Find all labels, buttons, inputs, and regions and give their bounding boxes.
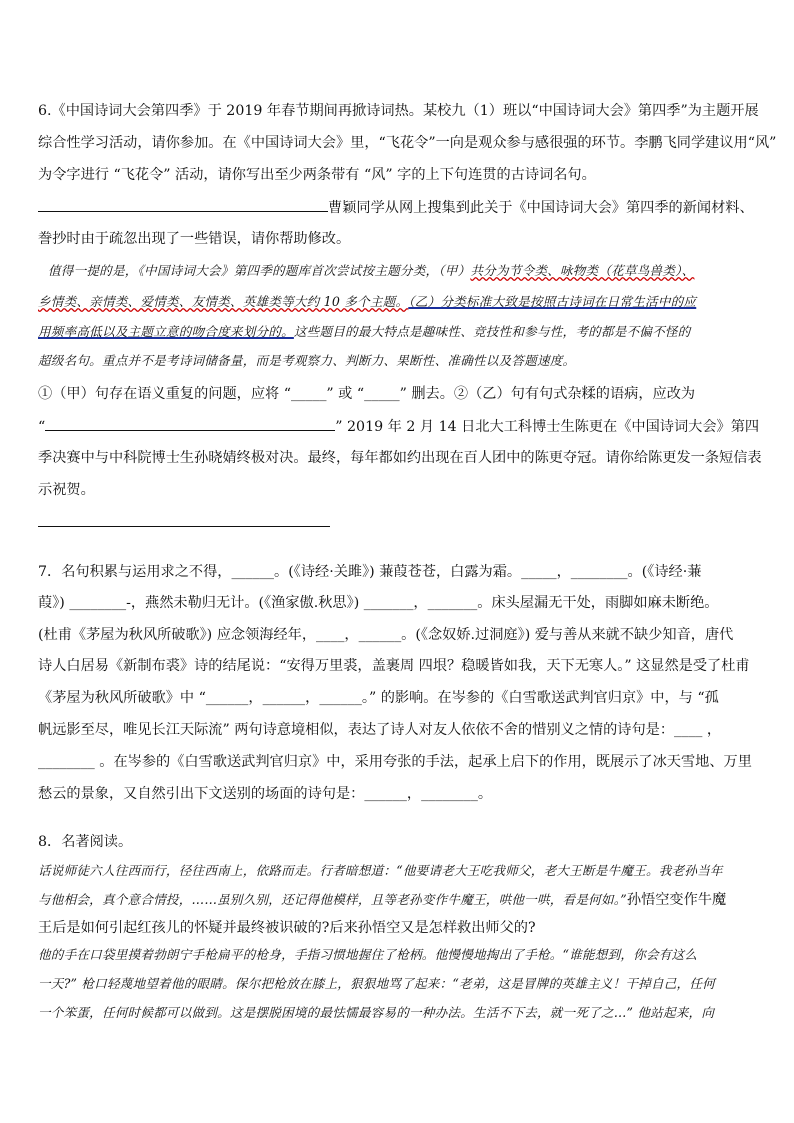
q7-line-4: 诗人白居易《新制布裘》诗的结尾说：“安得万里裘，盖裹周 四垠？稳暖皆如我，天下无寒人。” 这显然是受了杜甫 <box>38 658 750 674</box>
q7-line-6: 帆远影至尽，唯见长江天际流” 两句诗意境相似，表达了诗人对友人依依不舍的惜别义之情的诗句是：____ ， <box>38 722 722 738</box>
answer-blank[interactable] <box>38 512 330 527</box>
q6-line-5: 誊抄时由于疏忽出现了一些错误，请你帮助修改。 <box>38 231 351 247</box>
q8-line-2 <box>38 890 762 910</box>
q7-line-1: 7．名句积累与运用求之不得，______。(《诗经·关雎》) 蒹葭苍苍，白露为霜。_____，________。(《诗经·蒹 <box>38 564 702 580</box>
q6-line-2: 综合性学习活动，请你参加。在《中国诗词大会》里，“飞花令”一向是观众参与感很强的环节。李鹏飞同学建议用“风” <box>38 135 777 151</box>
news-text: 值得一提的是，《中国诗词大会》第四季的题库首次尝试按主题分类，（甲） <box>48 263 471 278</box>
q6-line-3: 为令字进行 “飞花令” 活动，请你写出至少两条带有 “风” 字的上下句连贯的古诗词名句。 <box>38 167 596 183</box>
q6-line-7-text: ” 2019 年 2 月 14 日北大工科博士生陈更在《中国诗词大会》第四 <box>335 419 760 435</box>
question-text: 孙悟空变作牛魔 <box>626 892 727 908</box>
q6-line-6: ①（甲）句存在语义重复的问题，应将 “_____” 或 “_____” 删去。②（乙）句有句式杂糅的语病，应改为 <box>38 386 696 402</box>
q8-excerpt2-line-1: 他的手在口袋里摸着勃朗宁手枪扁平的枪身，手指习惯地握住了枪柄。他慢慢地掏出了手枪。“谁能想到，你会有这么 <box>38 947 698 962</box>
news-para-line-4: 超级名句。重点并不是考诗词储备量，而是考观察力、判断力、果断性、准确性以及答题速度。 <box>38 353 576 368</box>
q8-excerpt2-line-2: 一天?” 枪口轻蔑地望着他的眼睛。保尔把枪放在膝上，狠狠地骂了起来：“老弟，这是冒牌的英雄主义！干掉自己，任何 <box>38 976 715 991</box>
q6-line-4-text: 曹颖同学从网上搜集到此关于《中国诗词大会》第四季的新闻材料、 <box>328 200 754 216</box>
news-para-line-2 <box>38 293 762 311</box>
excerpt-text: 与他相会，真个意合情投，……虽别久别，还记得他模样，且等老孙变作牛魔王，哄他一哄，看是何如。” <box>38 892 627 907</box>
answer-blank[interactable] <box>38 197 328 212</box>
q8-question: 王后是如何引起红孩儿的怀疑并最终被识破的?后来孙悟空又是怎样救出师父的? <box>38 920 536 936</box>
q6-line-10 <box>38 512 762 533</box>
underlined-sentence-yi: （乙）分类标准大致是按照古诗词在日常生活中的应 <box>408 294 697 309</box>
q8-title: 8．名著阅读。 <box>38 834 133 850</box>
news-para-line-3 <box>38 323 762 341</box>
q8-excerpt2-line-3: 一个笨蛋，任何时候都可以做到。这是摆脱困境的最怯懦最容易的一种办法。生活不下去，就一死了之…” 他站起来，向 <box>38 1005 715 1020</box>
news-para-line-1 <box>48 262 772 280</box>
q7-line-8: 愁云的景象，又自然引出下文送别的场面的诗句是：______，________。 <box>38 786 493 802</box>
q7-line-7: ________ 。在岑参的《白雪歌送武判官归京》中，采用夸张的手法，起承上启下的作用，既展示了冰天雪地、万里 <box>38 754 752 770</box>
answer-blank[interactable] <box>45 416 335 431</box>
q6-line-9: 示祝贺。 <box>38 482 95 498</box>
q6-line-4 <box>38 197 762 218</box>
q6-line-8: 季决赛中与中科院博士生孙晓婧终极对决。最终，每年都如约出现在百人团中的陈更夺冠。请你给陈更发一条短信表 <box>38 450 762 466</box>
underlined-sentence-jia-cont: 乡情类、亲情类、爱情类、友情类、英雄类等大约 10 多个主题。 <box>38 294 409 309</box>
underlined-sentence-jia: 共分为节令类、咏物类（花草鸟兽类）、 <box>470 263 695 278</box>
news-text: 这些题目的最大特点是趣味性、竞技性和参与性，考的都是不偏不怪的 <box>293 324 691 339</box>
q6-line-1: 6.《中国诗词大会第四季》于 2019 年春节期间再掀诗词热。某校九（1）班以“中国诗词大会》第四季”为主题开展 <box>38 103 759 119</box>
q7-line-2: 葭》) ________-，燕然未勒归无计。(《渔家傲.秋思》) _______，_______。床头屋漏无干处，雨脚如麻未断绝。 <box>38 595 719 611</box>
q7-line-3: (杜甫《茅屋为秋风所破歌》) 应念领海经年，____，______。(《念奴娇.过洞庭》) 爱与善从来就不缺少知音，唐代 <box>38 627 734 643</box>
q6-line-7 <box>38 416 762 437</box>
underlined-sentence-yi-cont: 用频率高低以及主题立意的吻合度来划分的。 <box>38 324 294 339</box>
q8-excerpt-line-1: 话说师徒六人往西而行，径往西南上，依路而走。行者暗想道：“他要请老大王吃我师父，老大王断是牛魔王。我老孙当年 <box>38 863 723 878</box>
q7-line-5: 《茅屋为秋风所破歌》中 “______，______，______。” 的影响。在岑参的《白雪歌送武判官归京》中，与 “孤 <box>38 690 719 706</box>
open-quote: “ <box>38 419 46 435</box>
